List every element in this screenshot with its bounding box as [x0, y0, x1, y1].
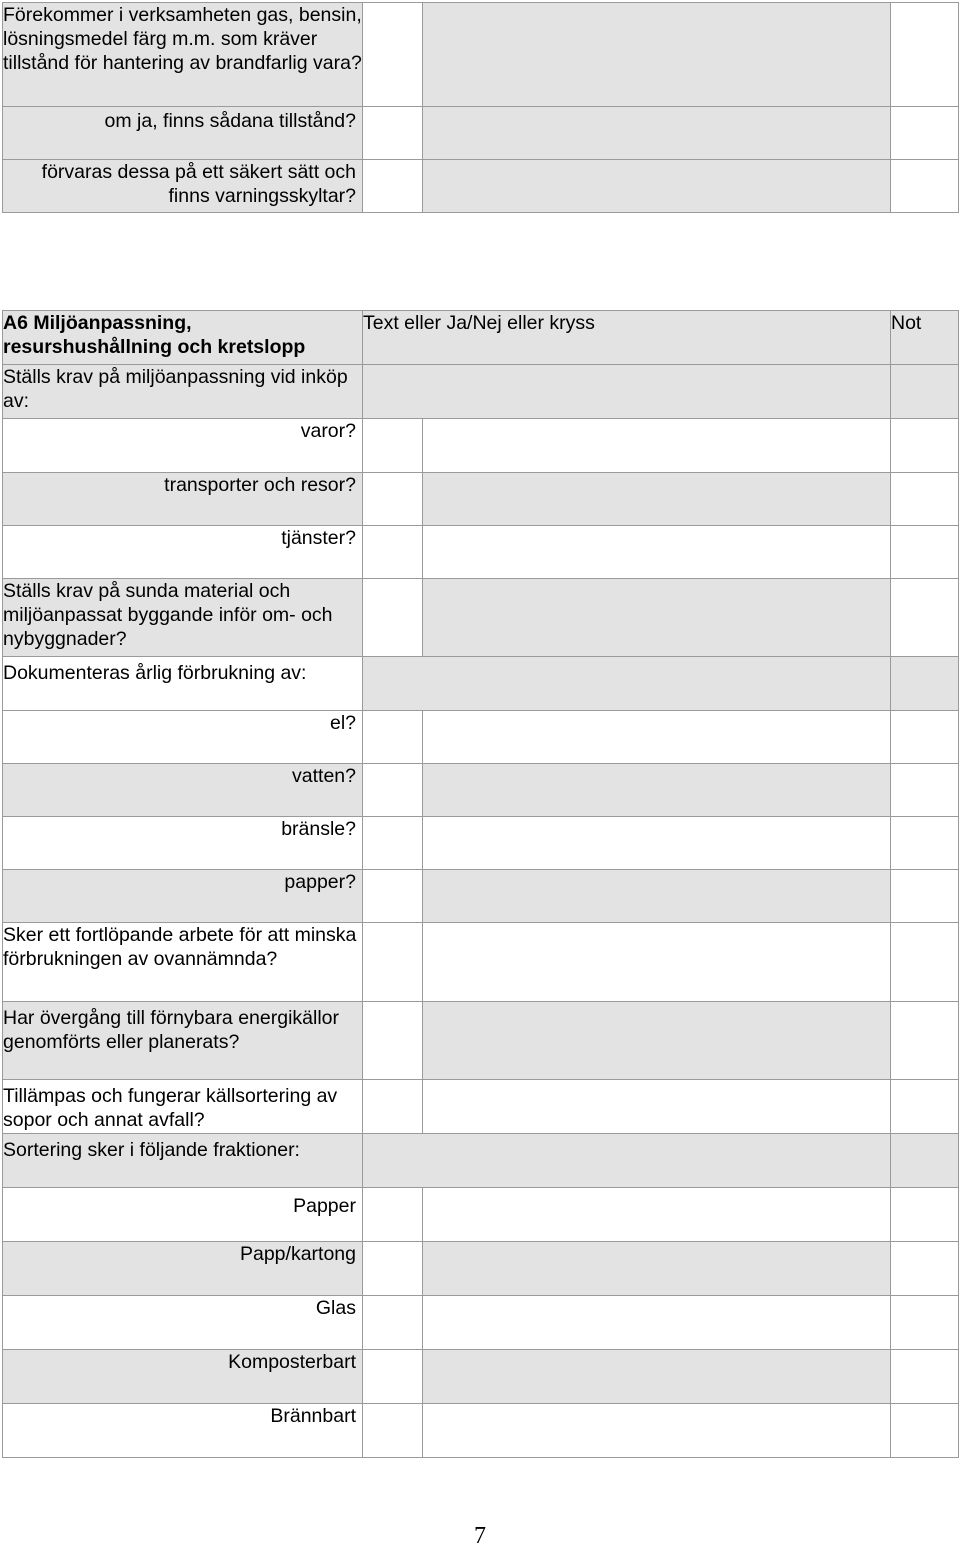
question-transporter: transporter och resor?	[3, 473, 363, 526]
text-cell[interactable]	[423, 870, 891, 923]
question-byggande: Ställs krav på sunda material och miljöanpassat byggande inför om- och nybyggnader?	[3, 579, 363, 657]
text-cell[interactable]	[423, 1404, 891, 1458]
question-kallsortering: Tillämpas och fungerar källsortering av sopor och annat avfall?	[3, 1080, 363, 1134]
note-cell[interactable]	[891, 1188, 959, 1242]
note-cell[interactable]	[891, 764, 959, 817]
question-papper: papper?	[3, 870, 363, 923]
note-cell[interactable]	[891, 1002, 959, 1080]
note-cell[interactable]	[891, 657, 959, 711]
question-bransle: bränsle?	[3, 817, 363, 870]
answer-cell[interactable]	[363, 923, 423, 1002]
column-header-note: Not	[891, 311, 959, 365]
fraction-papper: Papper	[3, 1188, 363, 1242]
answer-cell[interactable]	[363, 3, 423, 107]
question-tjanster: tjänster?	[3, 526, 363, 579]
page-number: 7	[474, 1523, 486, 1549]
note-cell[interactable]	[891, 870, 959, 923]
text-cell[interactable]	[423, 107, 891, 160]
note-cell[interactable]	[891, 365, 959, 419]
note-cell[interactable]	[891, 1242, 959, 1296]
question-fornybara: Har övergång till förnybara energikällor genomförts eller planerats?	[3, 1002, 363, 1080]
fraction-brannbart: Brännbart	[3, 1404, 363, 1458]
note-cell[interactable]	[891, 526, 959, 579]
note-cell[interactable]	[891, 579, 959, 657]
note-cell[interactable]	[891, 160, 959, 213]
note-cell[interactable]	[891, 1080, 959, 1134]
fraction-glas: Glas	[3, 1296, 363, 1350]
answer-cell[interactable]	[363, 764, 423, 817]
question-vatten: vatten?	[3, 764, 363, 817]
text-cell[interactable]	[423, 473, 891, 526]
question-fraktioner: Sortering sker i följande fraktioner:	[3, 1134, 363, 1188]
text-cell[interactable]	[423, 1002, 891, 1080]
table-miljoanpassning	[2, 310, 959, 1458]
answer-cell[interactable]	[363, 1350, 423, 1404]
table-brandfarlig-vara	[2, 2, 959, 213]
answer-cell[interactable]	[363, 1296, 423, 1350]
text-cell[interactable]	[423, 579, 891, 657]
answer-cell[interactable]	[363, 817, 423, 870]
text-cell[interactable]	[363, 657, 891, 711]
answer-cell[interactable]	[363, 1188, 423, 1242]
answer-cell[interactable]	[363, 870, 423, 923]
note-cell[interactable]	[891, 1296, 959, 1350]
question-varor: varor?	[3, 419, 363, 473]
note-cell[interactable]	[891, 1134, 959, 1188]
text-cell[interactable]	[363, 1134, 891, 1188]
text-cell[interactable]	[423, 1296, 891, 1350]
answer-cell[interactable]	[363, 419, 423, 473]
question-tillstand: om ja, finns sådana tillstånd?	[3, 107, 363, 160]
text-cell[interactable]	[423, 1350, 891, 1404]
note-cell[interactable]	[891, 107, 959, 160]
text-cell[interactable]	[363, 365, 891, 419]
note-cell[interactable]	[891, 3, 959, 107]
note-cell[interactable]	[891, 817, 959, 870]
text-cell[interactable]	[423, 1188, 891, 1242]
question-varningsskyltar: förvaras dessa på ett säkert sätt och finns varningsskyltar?	[3, 160, 363, 213]
note-cell[interactable]	[891, 473, 959, 526]
column-header-text: Text eller Ja/Nej eller kryss	[363, 311, 891, 365]
note-cell[interactable]	[891, 1350, 959, 1404]
text-cell[interactable]	[423, 1080, 891, 1134]
text-cell[interactable]	[423, 764, 891, 817]
question-fortlopande: Sker ett fortlöpande arbete för att minska förbrukningen av ovannämnda?	[3, 923, 363, 1002]
answer-cell[interactable]	[363, 1242, 423, 1296]
question-brandfarlig-vara: Förekommer i verksamheten gas, bensin, lösningsmedel färg m.m. som kräver tillstånd för hantering av brandfarlig vara?	[3, 3, 363, 107]
answer-cell[interactable]	[363, 579, 423, 657]
text-cell[interactable]	[423, 711, 891, 764]
text-cell[interactable]	[423, 419, 891, 473]
text-cell[interactable]	[423, 160, 891, 213]
answer-cell[interactable]	[363, 526, 423, 579]
note-cell[interactable]	[891, 711, 959, 764]
answer-cell[interactable]	[363, 1002, 423, 1080]
text-cell[interactable]	[423, 3, 891, 107]
answer-cell[interactable]	[363, 107, 423, 160]
fraction-komposterbart: Komposterbart	[3, 1350, 363, 1404]
text-cell[interactable]	[423, 817, 891, 870]
answer-cell[interactable]	[363, 1404, 423, 1458]
note-cell[interactable]	[891, 419, 959, 473]
question-inkop: Ställs krav på miljöanpassning vid inköp av:	[3, 365, 363, 419]
answer-cell[interactable]	[363, 1080, 423, 1134]
answer-cell[interactable]	[363, 473, 423, 526]
text-cell[interactable]	[423, 526, 891, 579]
note-cell[interactable]	[891, 1404, 959, 1458]
text-cell[interactable]	[423, 1242, 891, 1296]
fraction-papp-kartong: Papp/kartong	[3, 1242, 363, 1296]
question-dokumenteras: Dokumenteras årlig förbrukning av:	[3, 657, 363, 711]
answer-cell[interactable]	[363, 711, 423, 764]
answer-cell[interactable]	[363, 160, 423, 213]
question-el: el?	[3, 711, 363, 764]
note-cell[interactable]	[891, 923, 959, 1002]
text-cell[interactable]	[423, 923, 891, 1002]
section-title: A6 Miljöanpassning, resurshushållning och kretslopp	[3, 311, 363, 365]
